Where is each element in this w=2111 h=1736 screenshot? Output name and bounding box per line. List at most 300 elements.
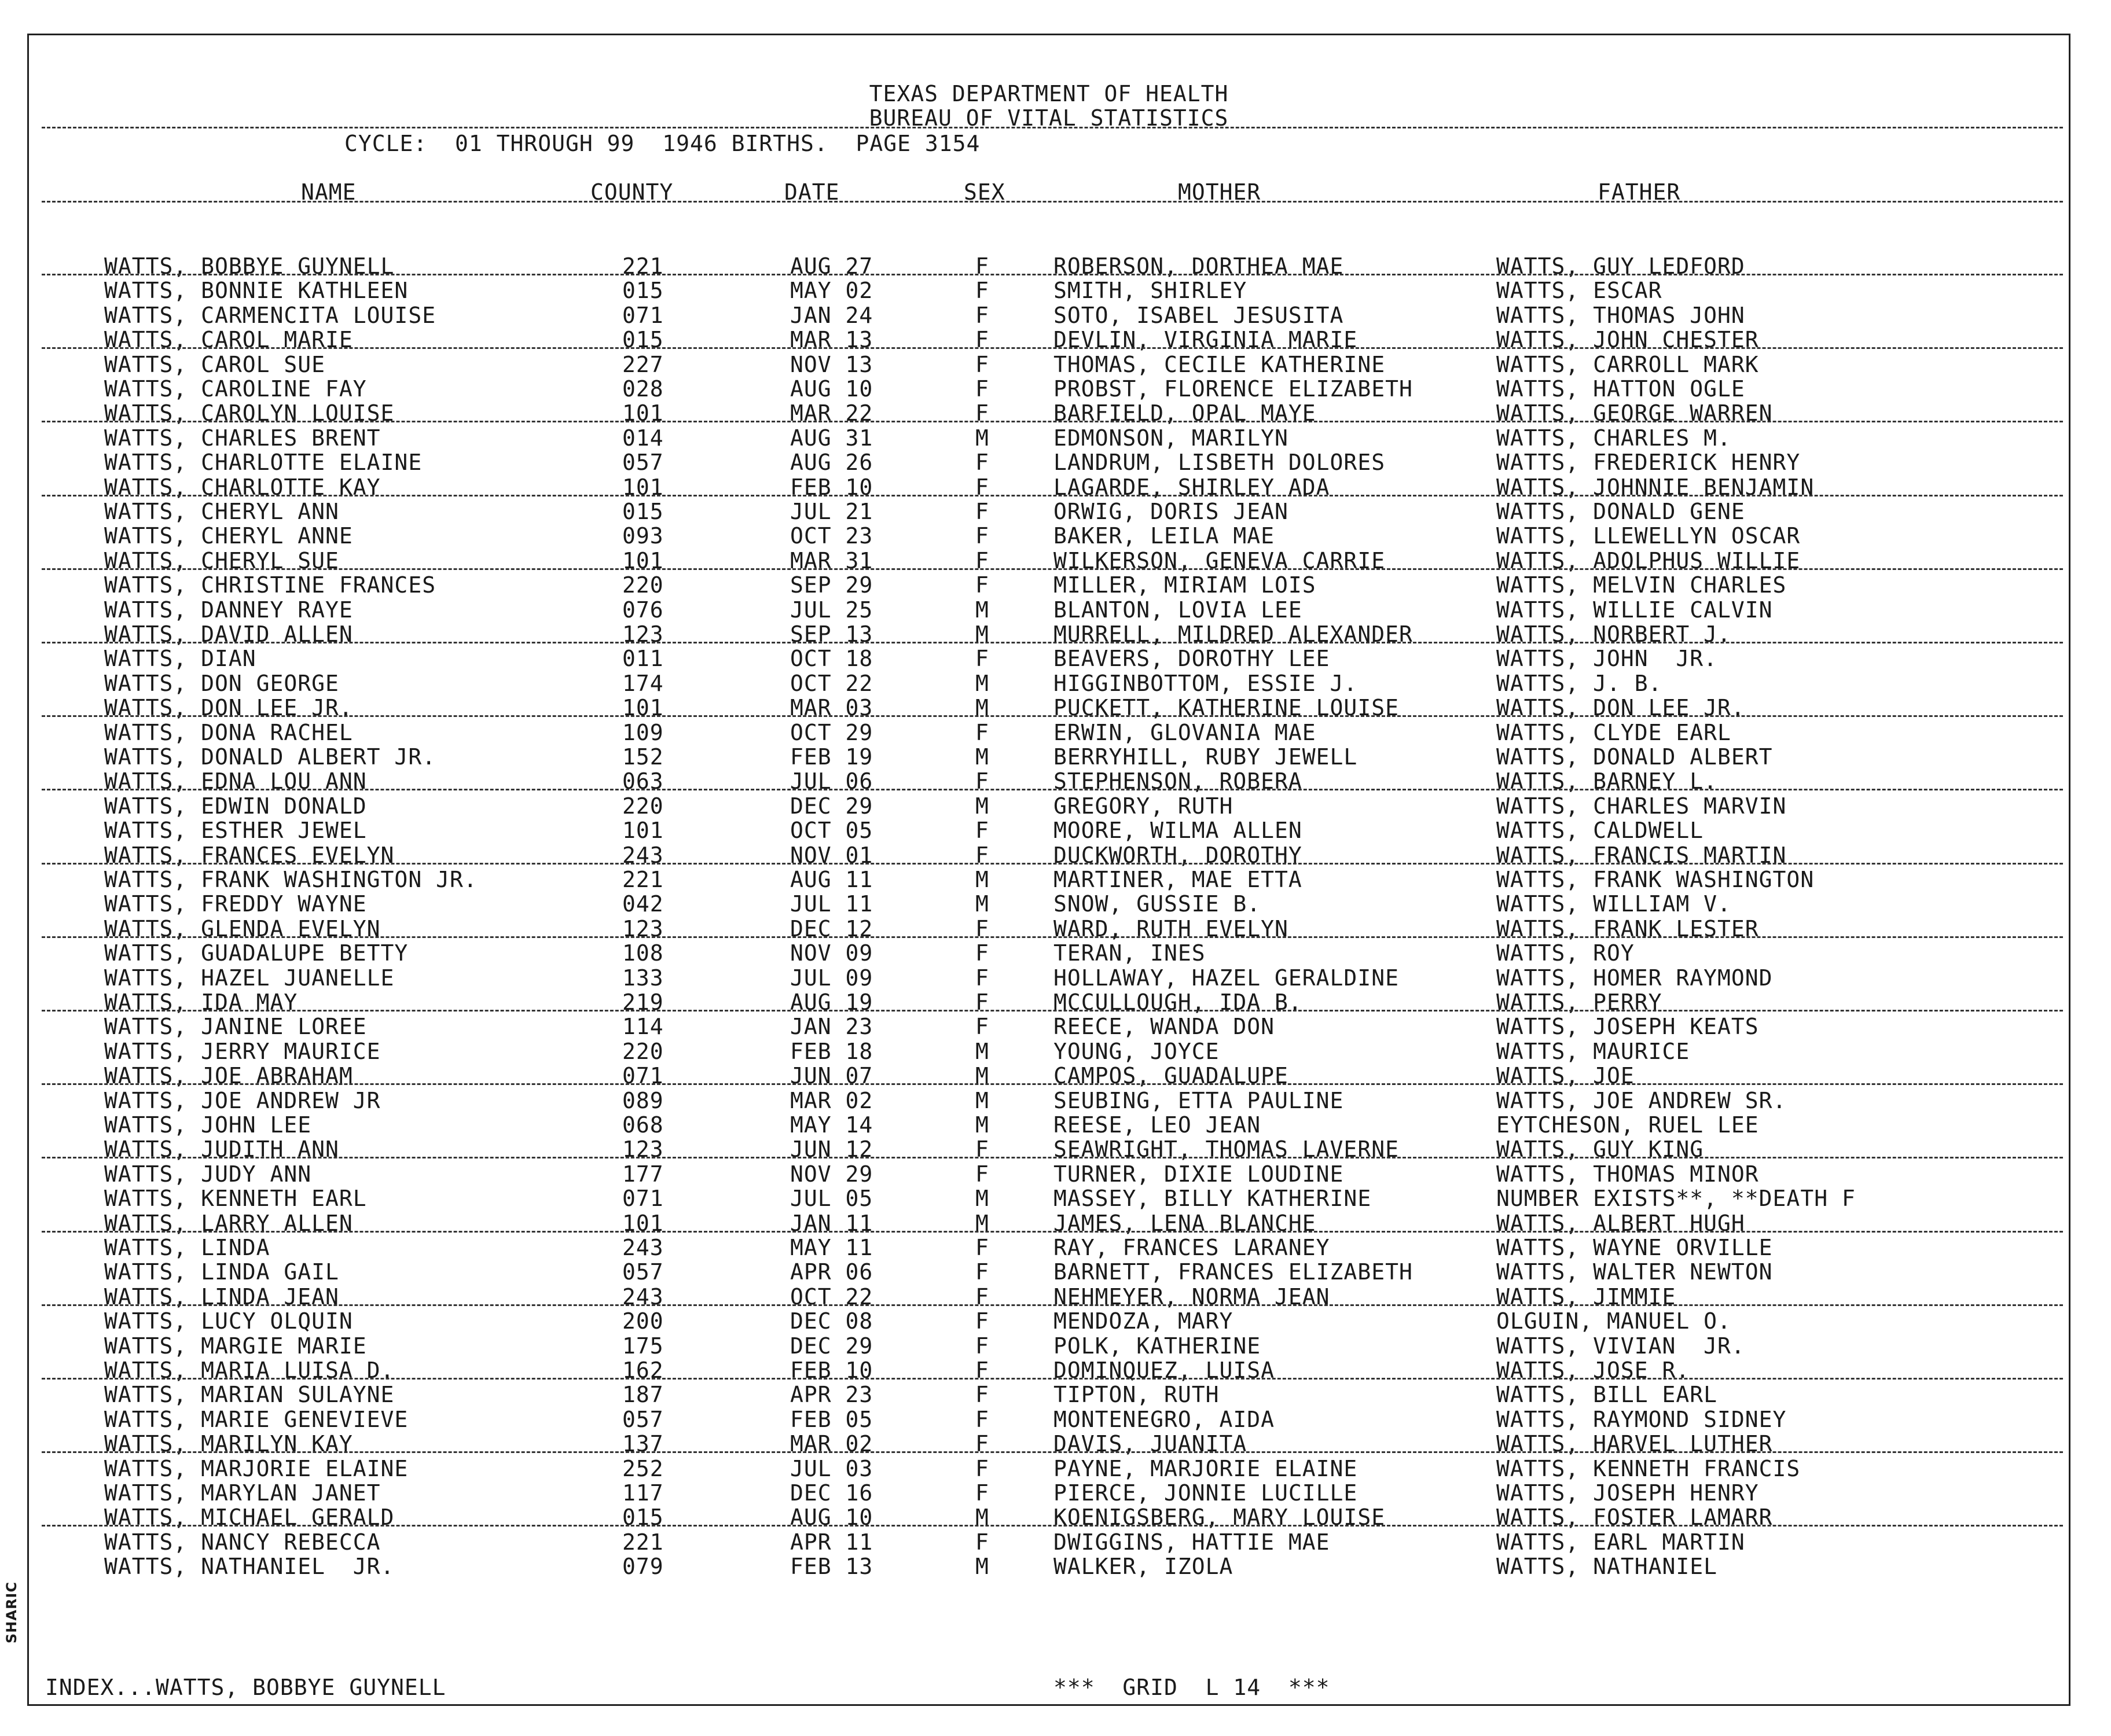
table-row	[29, 1087, 2069, 1114]
cell-county: 076	[622, 597, 664, 623]
cell-name: WATTS, EDNA LOU ANN	[104, 768, 367, 795]
cell-mother: THOMAS, CECILE KATHERINE	[1053, 351, 1386, 377]
cell-father: WATTS, FRANCIS MARTIN	[1496, 842, 1787, 868]
cell-sex: F	[975, 253, 989, 279]
row-separator	[42, 421, 2063, 422]
row-separator	[42, 936, 2063, 938]
cell-date: FEB 10	[790, 1358, 873, 1383]
cell-mother: BAKER, LEILA MAE	[1053, 523, 1275, 549]
cell-date: NOV 09	[790, 940, 873, 966]
cell-name: WATTS, DANNEY RAYE	[104, 597, 353, 623]
cell-name: WATTS, CHERYL ANN	[104, 499, 339, 524]
cell-sex: F	[975, 1455, 989, 1481]
cell-father: WATTS, ROY	[1496, 940, 1635, 966]
cell-sex: M	[975, 891, 989, 917]
cell-county: 015	[622, 499, 664, 524]
cell-date: DEC 12	[790, 915, 873, 941]
cell-county: 152	[622, 744, 664, 770]
cell-sex: M	[975, 1038, 989, 1064]
cell-date: OCT 22	[790, 670, 873, 696]
row-separator	[42, 1525, 2063, 1527]
cell-date: FEB 05	[790, 1406, 873, 1432]
table-row	[29, 672, 2069, 697]
cell-sex: F	[975, 1259, 989, 1285]
cell-mother: DWIGGINS, HATTIE MAE	[1053, 1529, 1330, 1555]
cell-name: WATTS, CHERYL ANNE	[104, 523, 353, 549]
cell-county: 101	[622, 400, 664, 426]
table-row	[29, 795, 2069, 819]
cell-name: WATTS, MARILYN KAY	[104, 1431, 353, 1457]
cell-father: WATTS, JOSEPH KEATS	[1496, 1014, 1759, 1040]
table-row	[29, 547, 2069, 574]
cell-county: 220	[622, 1038, 664, 1064]
cell-mother: LANDRUM, LISBETH DOLORES	[1053, 450, 1386, 476]
cell-name: WATTS, MICHAEL GERALD	[104, 1505, 395, 1531]
table-row	[29, 329, 2069, 353]
row-separator	[42, 1304, 2063, 1306]
cell-mother: WILKERSON, GENEVA CARRIE	[1053, 547, 1386, 573]
table-row	[29, 304, 2069, 329]
cell-date: MAY 02	[790, 278, 873, 304]
cell-mother: YOUNG, JOYCE	[1053, 1038, 1220, 1064]
cell-father: WATTS, ALBERT HUGH	[1496, 1210, 1745, 1236]
cell-name: WATTS, CHARLOTTE KAY	[104, 474, 381, 500]
cell-date: MAR 03	[790, 695, 873, 721]
cell-date: JUL 21	[790, 499, 873, 524]
cell-father: WATTS, J. B.	[1496, 670, 1662, 696]
cell-father: WATTS, CHARLES MARVIN	[1496, 793, 1787, 819]
cell-date: JUL 25	[790, 597, 873, 623]
cell-sex: F	[975, 474, 989, 500]
cell-date: AUG 27	[790, 253, 873, 279]
cell-father: WATTS, ADOLPHUS WILLIE	[1496, 547, 1801, 573]
row-separator	[42, 789, 2063, 790]
cell-date: JAN 24	[790, 302, 873, 328]
table-row	[29, 719, 2069, 746]
cell-mother: BARNETT, FRANCES ELIZABETH	[1053, 1259, 1413, 1285]
cell-father: WATTS, THOMAS JOHN	[1496, 302, 1745, 328]
cell-mother: STEPHENSON, ROBERA	[1053, 768, 1302, 795]
cell-sex: F	[975, 523, 989, 549]
cell-father: WATTS, FRANK WASHINGTON	[1496, 867, 1815, 892]
table-row	[29, 1187, 2069, 1212]
cell-county: 071	[622, 302, 664, 328]
cell-father: WATTS, WALTER NEWTON	[1496, 1259, 1773, 1285]
cell-mother: RAY, FRANCES LARANEY	[1053, 1235, 1330, 1260]
cell-sex: F	[975, 818, 989, 844]
column-header-father: FATHER	[1598, 179, 1681, 205]
row-separator	[42, 347, 2063, 349]
cell-father: WATTS, LLEWELLYN OSCAR	[1496, 523, 1801, 549]
cell-father: WATTS, NATHANIEL	[1496, 1554, 1718, 1580]
cell-father: WATTS, FOSTER LAMARR	[1496, 1505, 1773, 1531]
cell-county: 101	[622, 695, 664, 721]
cell-name: WATTS, CAROLYN LOUISE	[104, 400, 395, 426]
row-separator	[42, 863, 2063, 865]
cell-county: 114	[622, 1014, 664, 1040]
cell-sex: M	[975, 793, 989, 819]
cell-county: 123	[622, 1137, 664, 1163]
table-row	[29, 819, 2069, 844]
cell-mother: MASSEY, BILLY KATHERINE	[1053, 1186, 1372, 1212]
cell-county: 071	[622, 1063, 664, 1089]
cell-county: 011	[622, 646, 664, 672]
cell-county: 221	[622, 867, 664, 892]
table-row	[29, 1310, 2069, 1334]
table-row	[29, 427, 2069, 451]
cell-father: EYTCHESON, RUEL LEE	[1496, 1112, 1759, 1138]
cell-mother: DAVIS, JUANITA	[1053, 1431, 1247, 1457]
table-row	[29, 942, 2069, 966]
cell-father: WATTS, WILLIE CALVIN	[1496, 597, 1773, 623]
cell-mother: BEAVERS, DOROTHY LEE	[1053, 646, 1330, 672]
cell-mother: BERRYHILL, RUBY JEWELL	[1053, 744, 1358, 770]
cell-date: NOV 13	[790, 351, 873, 377]
cell-mother: SOTO, ISABEL JESUSITA	[1053, 302, 1344, 328]
cell-sex: M	[975, 597, 989, 623]
table-row	[29, 967, 2069, 991]
cell-county: 101	[622, 474, 664, 500]
cell-name: WATTS, JUDY ANN	[104, 1161, 312, 1187]
cell-name: WATTS, FREDDY WAYNE	[104, 891, 367, 917]
cell-date: APR 06	[790, 1259, 873, 1285]
side-label: SHARIC	[3, 1581, 20, 1643]
cell-date: DEC 29	[790, 1333, 873, 1359]
table-row	[29, 893, 2069, 917]
cell-mother: REECE, WANDA DON	[1053, 1014, 1275, 1040]
cell-county: 015	[622, 278, 664, 304]
cell-sex: F	[975, 719, 989, 745]
table-row	[29, 1212, 2069, 1237]
table-row	[29, 1408, 2069, 1433]
cell-county: 243	[622, 1235, 664, 1260]
table-row	[29, 255, 2069, 279]
cell-sex: F	[975, 1382, 989, 1408]
cell-name: WATTS, LARRY ALLEN	[104, 1210, 353, 1236]
cell-sex: F	[975, 400, 989, 426]
cell-mother: TIPTON, RUTH	[1053, 1382, 1220, 1408]
cell-county: 108	[622, 940, 664, 966]
cell-father: WATTS, JOHN JR.	[1496, 646, 1718, 672]
cell-county: 093	[622, 523, 664, 549]
column-header-name: NAME	[301, 179, 357, 205]
table-row	[29, 378, 2069, 402]
cell-name: WATTS, CAROL SUE	[104, 351, 326, 377]
row-separator	[42, 1083, 2063, 1085]
table-row	[29, 1237, 2069, 1261]
cell-mother: LAGARDE, SHIRLEY ADA	[1053, 474, 1330, 500]
row-separator	[42, 715, 2063, 717]
cell-date: NOV 01	[790, 842, 873, 868]
table-row	[29, 1531, 2069, 1555]
table-row	[29, 844, 2069, 869]
cell-date: MAR 02	[790, 1087, 873, 1113]
cell-date: SEP 29	[790, 572, 873, 598]
cell-father: WATTS, DON LEE JR.	[1496, 695, 1745, 721]
cell-county: 117	[622, 1480, 664, 1506]
cell-date: AUG 11	[790, 867, 873, 892]
cell-sex: M	[975, 1505, 989, 1531]
table-row	[29, 1163, 2069, 1187]
cell-county: 175	[622, 1333, 664, 1359]
table-row	[29, 1114, 2069, 1138]
table-row	[29, 1482, 2069, 1506]
cell-name: WATTS, DON LEE JR.	[104, 695, 353, 721]
table-row	[29, 402, 2069, 426]
cell-father: WATTS, DONALD GENE	[1496, 499, 1745, 524]
cell-father: WATTS, ESCAR	[1496, 278, 1662, 304]
cell-county: 220	[622, 793, 664, 819]
column-header-county: COUNTY	[590, 179, 674, 205]
cell-sex: F	[975, 1308, 989, 1334]
cell-mother: PIERCE, JONNIE LUCILLE	[1053, 1480, 1358, 1506]
cell-father: WATTS, DONALD ALBERT	[1496, 744, 1773, 770]
cell-father: WATTS, HOMER RAYMOND	[1496, 965, 1773, 991]
cell-mother: PROBST, FLORENCE ELIZABETH	[1053, 376, 1413, 402]
table-row	[29, 1016, 2069, 1040]
cell-name: WATTS, CHRISTINE FRANCES	[104, 572, 436, 598]
cell-county: 252	[622, 1455, 664, 1481]
cell-sex: M	[975, 1186, 989, 1212]
cell-mother: BLANTON, LOVIA LEE	[1053, 597, 1302, 623]
row-separator	[42, 1451, 2063, 1453]
cell-sex: M	[975, 621, 989, 647]
cell-date: JAN 23	[790, 1014, 873, 1040]
cell-mother: MARTINER, MAE ETTA	[1053, 867, 1302, 892]
cell-county: 079	[622, 1554, 664, 1580]
column-header-sex: SEX	[964, 179, 1005, 205]
cell-mother: SEAWRIGHT, THOMAS LAVERNE	[1053, 1137, 1399, 1163]
cell-father: WATTS, CLYDE EARL	[1496, 719, 1731, 745]
cell-sex: F	[975, 1235, 989, 1260]
cell-county: 200	[622, 1308, 664, 1334]
cell-date: FEB 18	[790, 1038, 873, 1064]
cell-date: APR 11	[790, 1529, 873, 1555]
cell-county: 174	[622, 670, 664, 696]
table-row	[29, 915, 2069, 942]
table-row	[29, 623, 2069, 648]
cell-name: WATTS, LUCY OLQUIN	[104, 1308, 353, 1334]
table-row	[29, 648, 2069, 672]
cell-county: 187	[622, 1382, 664, 1408]
cell-name: WATTS, FRANCES EVELYN	[104, 842, 395, 868]
table-row	[29, 1359, 2069, 1384]
cell-mother: KOENIGSBERG, MARY LOUISE	[1053, 1505, 1386, 1531]
cell-sex: M	[975, 867, 989, 892]
cell-date: FEB 10	[790, 474, 873, 500]
cell-date: MAY 14	[790, 1112, 873, 1138]
cell-date: FEB 19	[790, 744, 873, 770]
cell-name: WATTS, FRANK WASHINGTON JR.	[104, 867, 478, 892]
cell-name: WATTS, KENNETH EARL	[104, 1186, 367, 1212]
cell-name: WATTS, CARMENCITA LOUISE	[104, 302, 436, 328]
cell-mother: WARD, RUTH EVELYN	[1053, 915, 1288, 941]
cell-name: WATTS, MARJORIE ELAINE	[104, 1455, 409, 1481]
cell-name: WATTS, ESTHER JEWEL	[104, 818, 367, 844]
cell-sex: F	[975, 547, 989, 573]
table-row	[29, 279, 2069, 304]
cell-county: 221	[622, 1529, 664, 1555]
cell-sex: M	[975, 1112, 989, 1138]
cell-mother: MILLER, MIRIAM LOIS	[1053, 572, 1316, 598]
cell-county: 123	[622, 915, 664, 941]
cell-father: WATTS, JIMMIE	[1496, 1283, 1676, 1310]
column-header-divider	[42, 201, 2063, 203]
cell-date: MAY 11	[790, 1235, 873, 1260]
cell-sex: F	[975, 646, 989, 672]
row-separator	[42, 642, 2063, 643]
cell-sex: F	[975, 1014, 989, 1040]
table-row	[29, 574, 2069, 598]
cell-father: WATTS, JOSEPH HENRY	[1496, 1480, 1759, 1506]
cell-father: WATTS, BILL EARL	[1496, 1382, 1718, 1408]
row-separator	[42, 274, 2063, 275]
header-department: TEXAS DEPARTMENT OF HEALTH	[869, 81, 1229, 106]
table-row	[29, 1261, 2069, 1285]
cell-sex: F	[975, 1137, 989, 1163]
cell-father: WATTS, HATTON OGLE	[1496, 376, 1745, 402]
cell-name: WATTS, JANINE LOREE	[104, 1014, 367, 1040]
cell-county: 220	[622, 572, 664, 598]
table-row	[29, 351, 2069, 378]
cell-sex: F	[975, 842, 989, 868]
cell-mother: MONTENEGRO, AIDA	[1053, 1406, 1275, 1432]
cell-county: 227	[622, 351, 664, 377]
cell-mother: NEHMEYER, NORMA JEAN	[1053, 1283, 1330, 1310]
column-header-mother: MOTHER	[1178, 179, 1261, 205]
cell-county: 162	[622, 1358, 664, 1383]
cell-mother: ROBERSON, DORTHEA MAE	[1053, 253, 1344, 279]
cell-date: JUL 11	[790, 891, 873, 917]
row-separator	[42, 568, 2063, 570]
cell-father: WATTS, HARVEL LUTHER	[1496, 1431, 1773, 1457]
cell-father: WATTS, NORBERT J.	[1496, 621, 1731, 647]
cell-county: 015	[622, 327, 664, 353]
birth-index-page	[27, 34, 2070, 1706]
cell-sex: F	[975, 351, 989, 377]
cell-mother: EDMONSON, MARILYN	[1053, 425, 1288, 451]
cell-name: WATTS, BONNIE KATHLEEN	[104, 278, 409, 304]
cell-mother: SNOW, GUSSIE B.	[1053, 891, 1261, 917]
cell-sex: F	[975, 1480, 989, 1506]
cell-county: 243	[622, 842, 664, 868]
cell-mother: SEUBING, ETTA PAULINE	[1053, 1087, 1344, 1113]
cell-mother: ORWIG, DORIS JEAN	[1053, 499, 1288, 524]
table-row	[29, 697, 2069, 721]
row-separator	[42, 1231, 2063, 1233]
table-row	[29, 746, 2069, 770]
cell-sex: M	[975, 425, 989, 451]
table-row	[29, 1433, 2069, 1457]
cell-father: WATTS, JOHNNIE BENJAMIN	[1496, 474, 1815, 500]
cell-sex: F	[975, 572, 989, 598]
cell-father: WATTS, GUY LEDFORD	[1496, 253, 1745, 279]
cell-name: WATTS, JOHN LEE	[104, 1112, 312, 1138]
cell-mother: WALKER, IZOLA	[1053, 1554, 1233, 1580]
cell-name: WATTS, MARGIE MARIE	[104, 1333, 367, 1359]
header-cycle: CYCLE: 01 THROUGH 99 1946 BIRTHS. PAGE 3154	[344, 131, 981, 156]
cell-mother: DUCKWORTH, DOROTHY	[1053, 842, 1302, 868]
table-row	[29, 1040, 2069, 1065]
cell-county: 101	[622, 818, 664, 844]
cell-date: MAR 13	[790, 327, 873, 353]
cell-father: WATTS, FREDERICK HENRY	[1496, 450, 1801, 476]
cell-county: 123	[622, 621, 664, 647]
table-row	[29, 501, 2069, 525]
cell-name: WATTS, LINDA GAIL	[104, 1259, 339, 1285]
cell-name: WATTS, JUDITH ANN	[104, 1137, 339, 1163]
table-row	[29, 1506, 2069, 1531]
table-row	[29, 869, 2069, 893]
cell-father: WATTS, JOE	[1496, 1063, 1635, 1089]
cell-father: WATTS, CHARLES M.	[1496, 425, 1731, 451]
cell-mother: PUCKETT, KATHERINE LOUISE	[1053, 695, 1399, 721]
cell-name: WATTS, JOE ANDREW JR	[104, 1087, 381, 1113]
cell-date: AUG 10	[790, 1505, 873, 1531]
cell-mother: JAMES, LENA BLANCHE	[1053, 1210, 1316, 1236]
cell-father: WATTS, MAURICE	[1496, 1038, 1690, 1064]
cell-date: MAR 02	[790, 1431, 873, 1457]
cell-name: WATTS, LINDA JEAN	[104, 1283, 339, 1310]
cell-sex: F	[975, 915, 989, 941]
cell-father: NUMBER EXISTS**, **DEATH F	[1496, 1186, 1856, 1212]
table-row	[29, 1335, 2069, 1359]
cell-sex: F	[975, 990, 989, 1015]
table-row	[29, 1138, 2069, 1163]
table-row	[29, 1384, 2069, 1408]
table-row	[29, 476, 2069, 501]
cell-name: WATTS, JERRY MAURICE	[104, 1038, 381, 1064]
cell-date: SEP 13	[790, 621, 873, 647]
cell-sex: F	[975, 1333, 989, 1359]
cell-name: WATTS, GLENDA EVELYN	[104, 915, 381, 941]
row-separator	[42, 495, 2063, 496]
cell-sex: F	[975, 1358, 989, 1383]
cell-mother: POLK, KATHERINE	[1053, 1333, 1261, 1359]
cell-county: 101	[622, 1210, 664, 1236]
cell-date: MAR 22	[790, 400, 873, 426]
cell-date: JUL 09	[790, 965, 873, 991]
cell-mother: TURNER, DIXIE LOUDINE	[1053, 1161, 1344, 1187]
table-row	[29, 1065, 2069, 1089]
cell-name: WATTS, MARIE GENEVIEVE	[104, 1406, 409, 1432]
cell-county: 219	[622, 990, 664, 1015]
cell-mother: CAMPOS, GUADALUPE	[1053, 1063, 1288, 1089]
cell-county: 177	[622, 1161, 664, 1187]
cell-father: WATTS, WAYNE ORVILLE	[1496, 1235, 1773, 1260]
cell-name: WATTS, EDWIN DONALD	[104, 793, 367, 819]
cell-date: JUN 12	[790, 1137, 873, 1163]
table-row	[29, 525, 2069, 549]
cell-sex: F	[975, 1161, 989, 1187]
cell-name: WATTS, NANCY REBECCA	[104, 1529, 381, 1555]
cell-sex: M	[975, 695, 989, 721]
cell-name: WATTS, GUADALUPE BETTY	[104, 940, 409, 966]
table-row	[29, 1455, 2069, 1482]
cell-county: 057	[622, 1406, 664, 1432]
cell-date: FEB 13	[790, 1554, 873, 1580]
cell-date: DEC 08	[790, 1308, 873, 1334]
cell-county: 089	[622, 1087, 664, 1113]
cell-sex: F	[975, 1406, 989, 1432]
cell-mother: GREGORY, RUTH	[1053, 793, 1233, 819]
cell-father: WATTS, CARROLL MARK	[1496, 351, 1759, 377]
cell-date: JUL 05	[790, 1186, 873, 1212]
cell-county: 042	[622, 891, 664, 917]
cell-date: AUG 26	[790, 450, 873, 476]
footer-grid: *** GRID L 14 ***	[1053, 1675, 1330, 1700]
cell-date: MAR 31	[790, 547, 873, 573]
